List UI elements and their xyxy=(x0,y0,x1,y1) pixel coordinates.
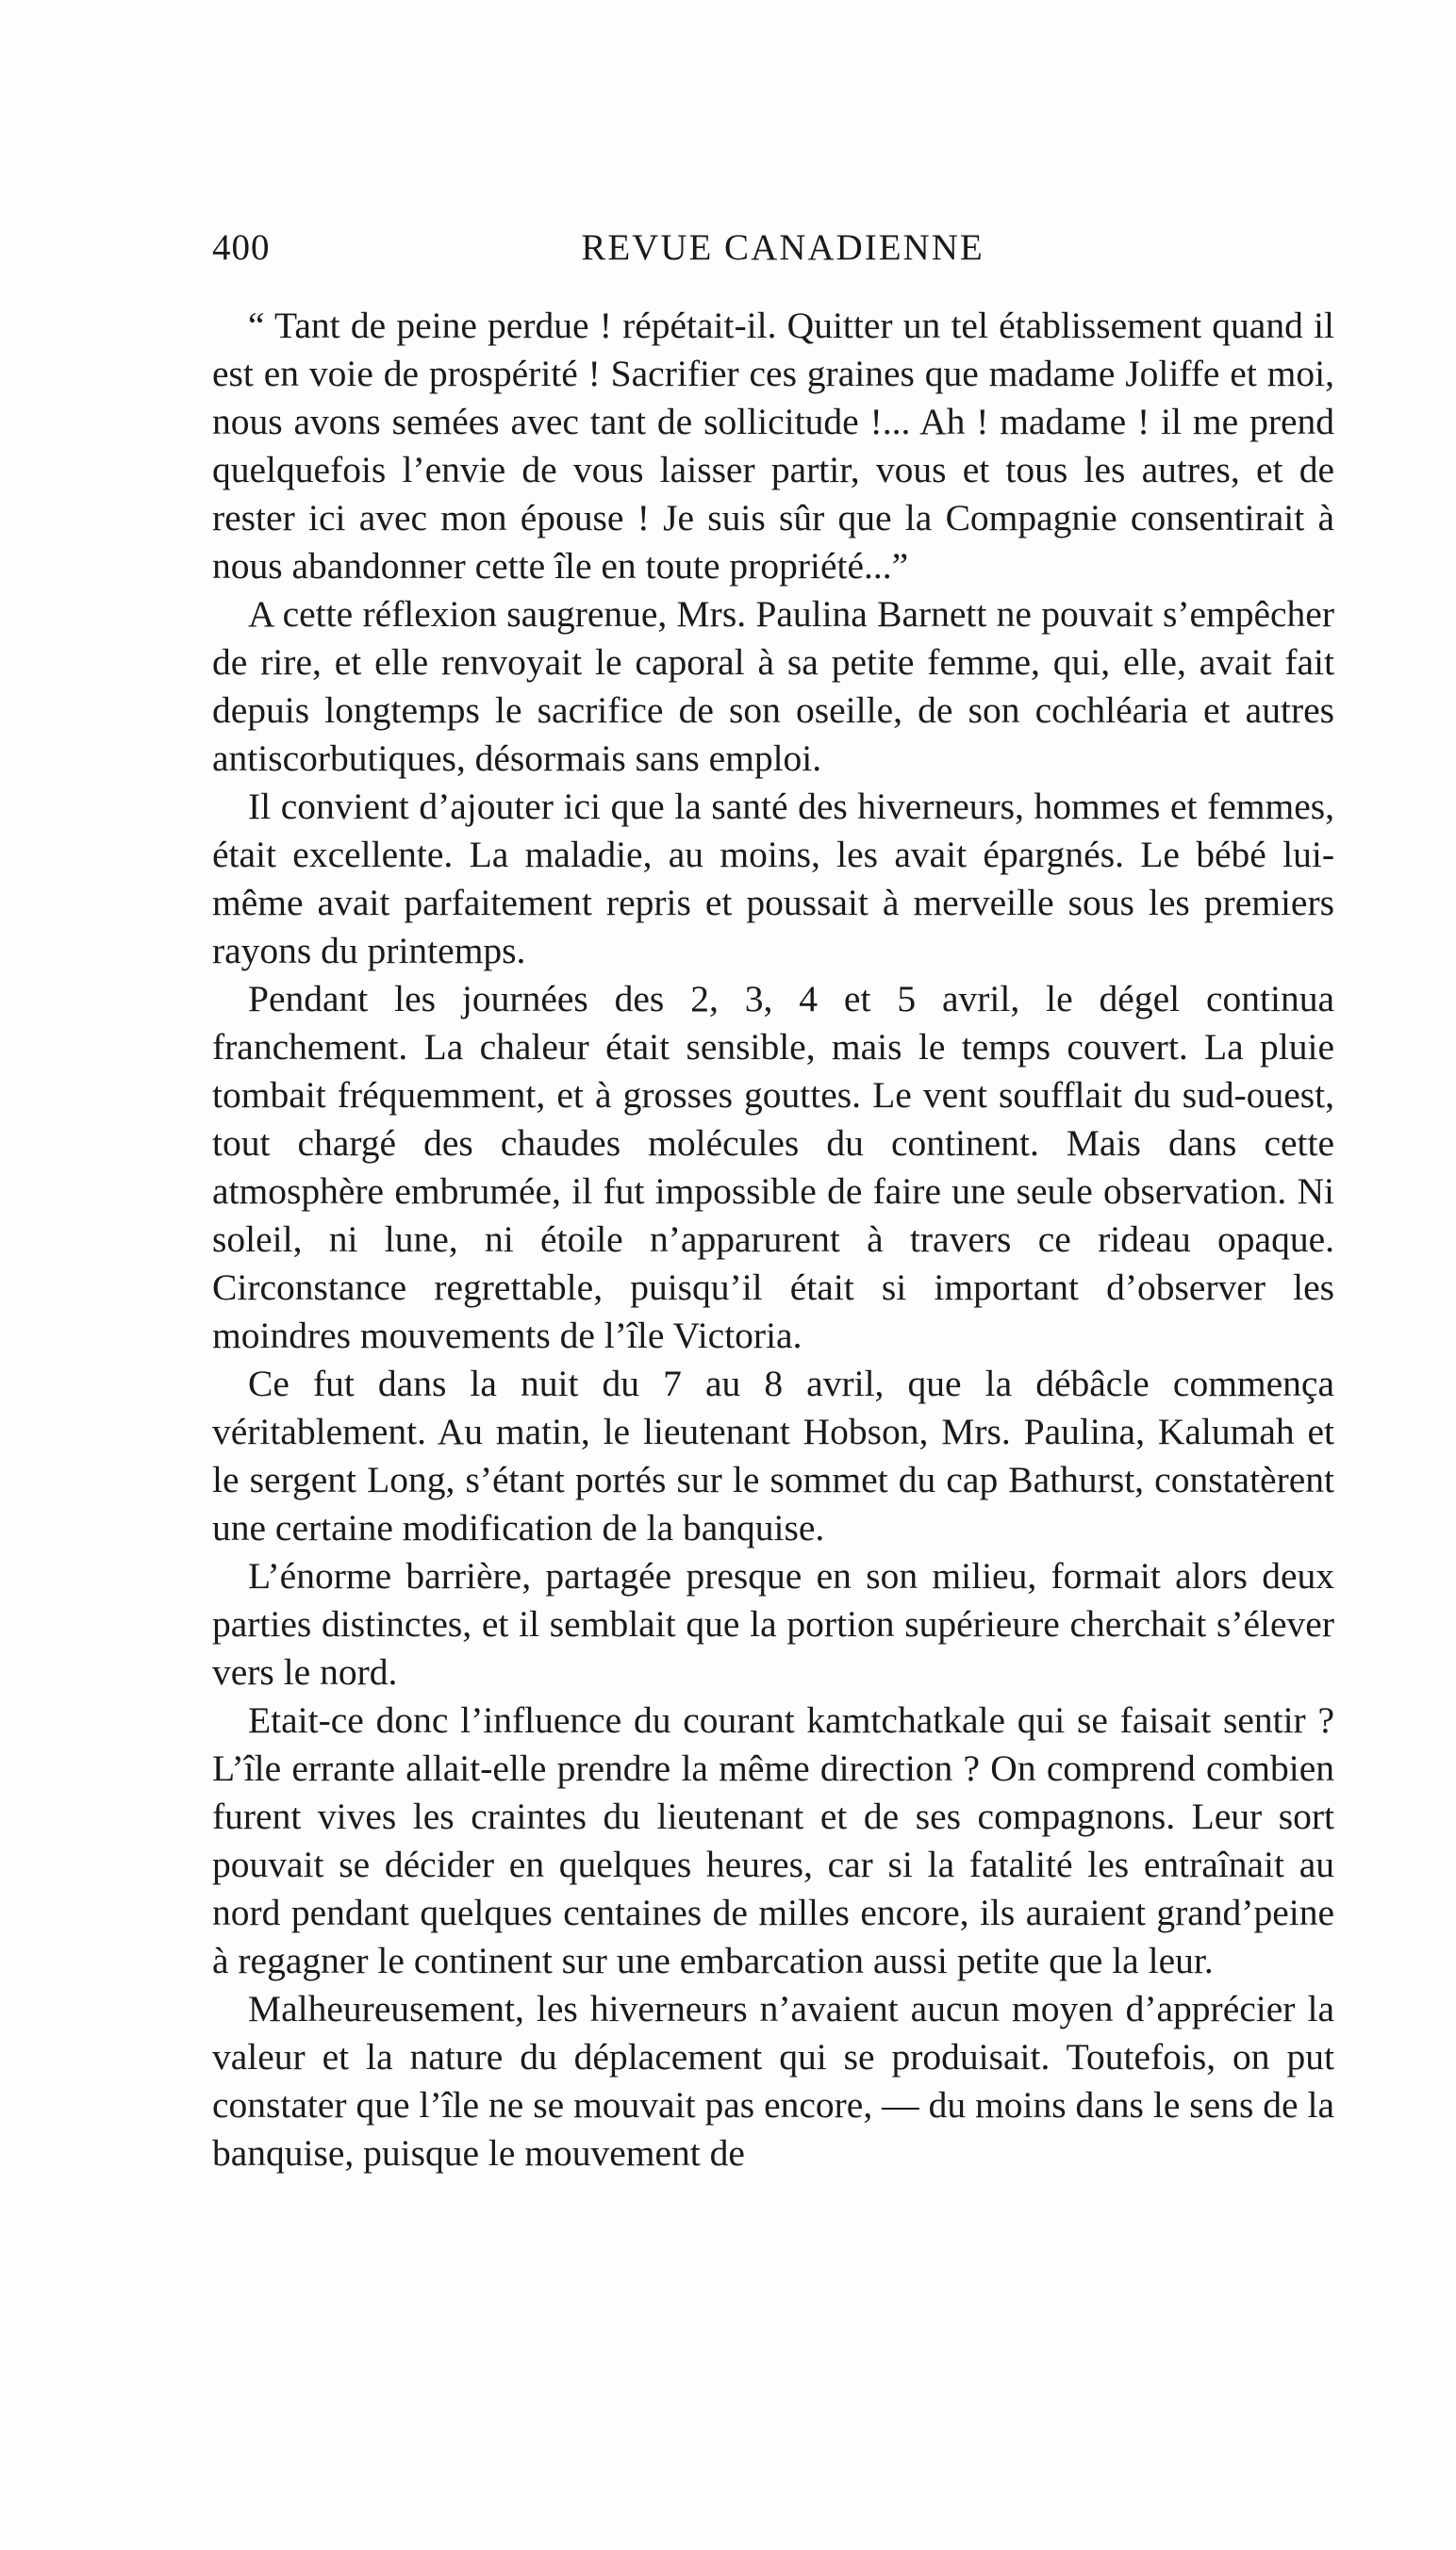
paragraph: Malheureusement, les hiverneurs n’avaient aucun moyen d’apprécier la valeur et la nature du déplacement qui se produisait. Toutefois, on put constater que l’île ne se mouvait pas encore, — du moins dans le sens de la banquise, puisque le mouvement de xyxy=(212,1988,1334,2174)
paragraph: Pendant les journées des 2, 3, 4 et 5 avril, le dégel continua franchement. La chaleur était sensible, mais le temps couvert. La pluie tombait fréquemment, et à grosses gouttes. Le vent soufflait du sud-ouest, tout chargé des chaudes molécules du continent. Mais dans cette atmosphère embrumée, il fut impossible de faire une seule observation. Ni soleil, ni lune, ni étoile n’apparurent à travers ce rideau opaque. Circonstance regrettable, puisqu’il était si important d’observer les moindres mouvements de l’île Victoria. xyxy=(212,978,1334,1356)
page-number: 400 xyxy=(212,227,271,268)
body-text xyxy=(212,302,1334,2177)
running-title: REVUE CANADIENNE xyxy=(581,227,984,268)
paragraph: Ce fut dans la nuit du 7 au 8 avril, que la débâcle commença véritablement. Au matin, le lieutenant Hobson, Mrs. Paulina, Kalumah et le sergent Long, s’étant portés sur le sommet du cap Bathurst, constatèrent une certaine modification de la banquise. xyxy=(212,1363,1334,1548)
page-header xyxy=(212,226,1334,273)
paragraph: Il convient d’ajouter ici que la santé des hiverneurs, hommes et femmes, était excellente. La maladie, au moins, les avait épargnés. Le bébé lui-même avait parfaitement repris et poussait à merveille sous les premiers rayons du printemps. xyxy=(212,786,1334,971)
paragraph: L’énorme barrière, partagée presque en son milieu, formait alors deux parties distinctes, et il semblait que la portion supérieure cherchait s’élever vers le nord. xyxy=(212,1555,1334,1693)
paragraph: “ Tant de peine perdue ! répétait-il. Quitter un tel établissement quand il est en voie de prospérité ! Sacrifier ces graines que madame Joliffe et moi, nous avons semées avec tant de sollicitude !... Ah ! madame ! il me prend quelquefois l’envie de vous laisser partir, vous et tous les autres, et de rester ici avec mon épouse ! Je suis sûr que la Compagnie consentirait à nous abandonner cette île en toute propriété...” xyxy=(212,305,1334,587)
paragraph: A cette réflexion saugrenue, Mrs. Paulina Barnett ne pouvait s’empêcher de rire, et elle renvoyait le caporal à sa petite femme, qui, elle, avait fait depuis longtemps le sacrifice de son oseille, de son cochléaria et autres antiscorbutiques, désormais sans emploi. xyxy=(212,593,1334,779)
paragraph: Etait-ce donc l’influence du courant kamtchatkale qui se faisait sentir ? L’île errante allait-elle prendre la même direction ? On comprend combien furent vives les craintes du lieutenant et de ses compagnons. Leur sort pouvait se décider en quelques heures, car si la fatalité les entraînait au nord pendant quelques centaines de milles encore, ils auraient grand’peine à regagner le continent sur une embarcation aussi petite que la leur. xyxy=(212,1699,1334,1981)
